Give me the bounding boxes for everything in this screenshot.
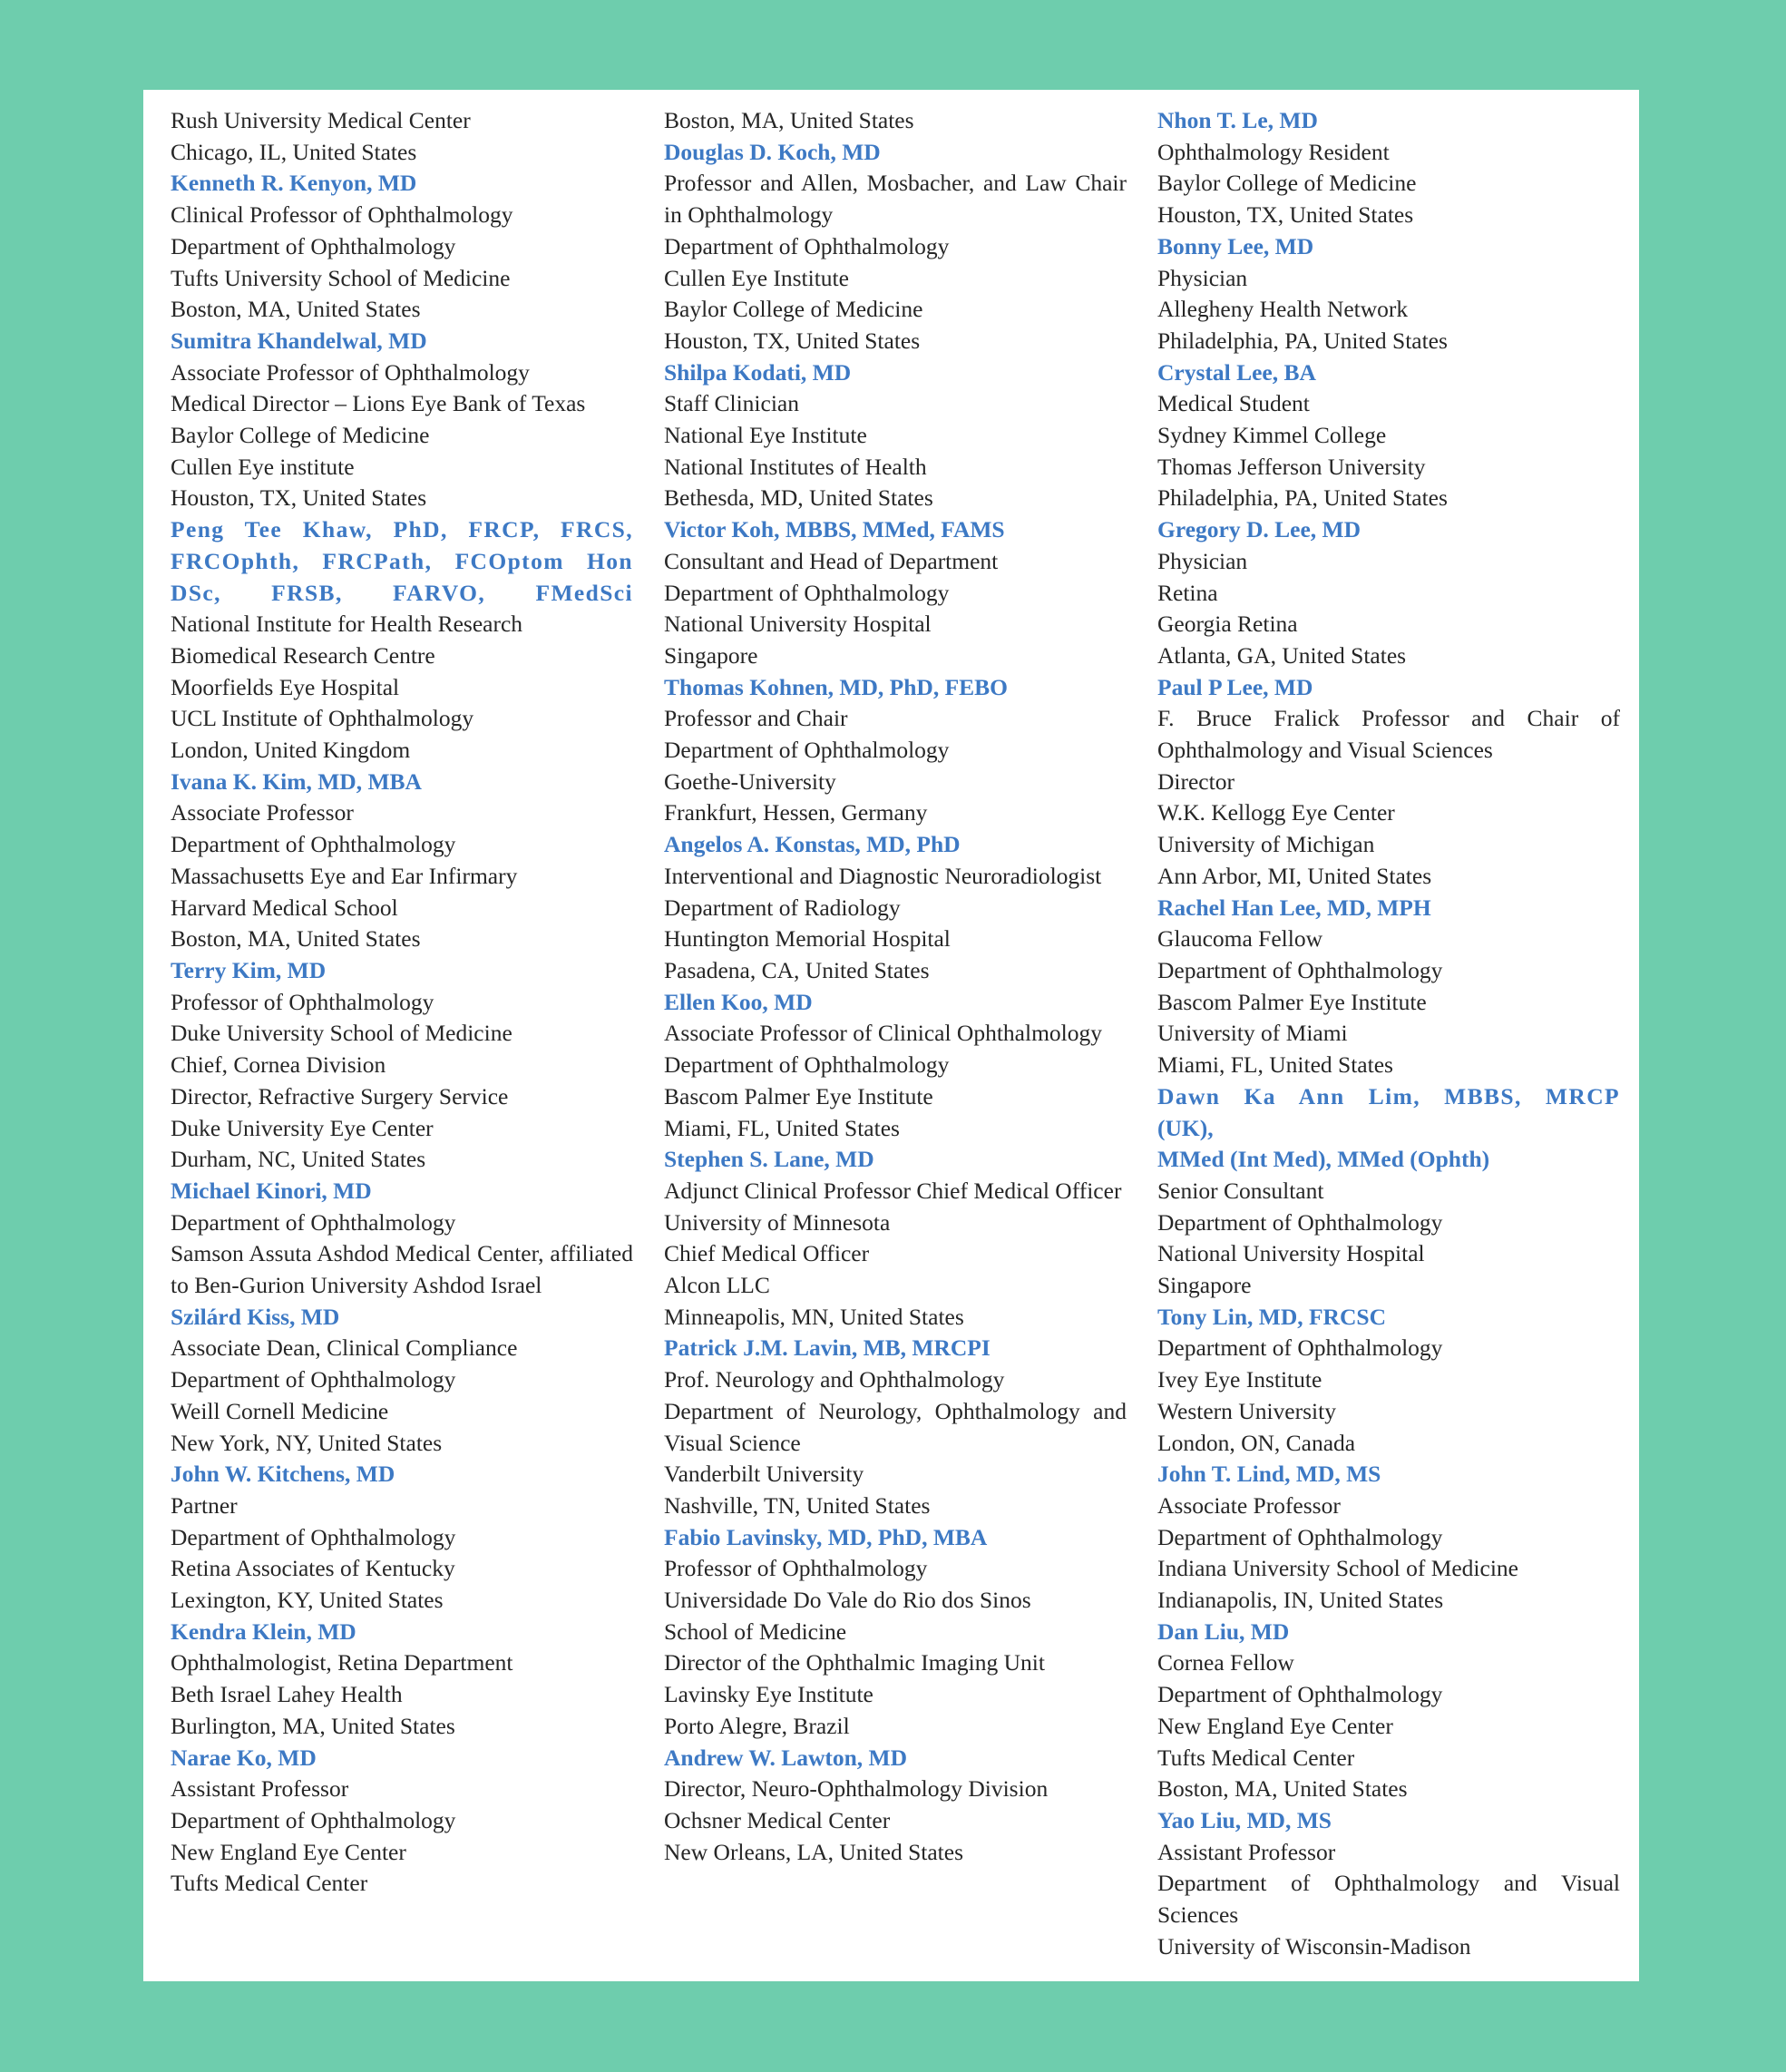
contributors-page bbox=[143, 90, 1639, 1981]
affiliation-line: Duke University School of Medicine bbox=[171, 1020, 512, 1047]
contributor-name: Fabio Lavinsky, MD, PhD, MBA bbox=[664, 1523, 988, 1550]
affiliation-line: Huntington Memorial Hospital bbox=[664, 925, 951, 953]
affiliation-line: Prof. Neurology and Ophthalmology bbox=[664, 1366, 1005, 1393]
affiliation-line: Minneapolis, MN, United States bbox=[664, 1303, 964, 1330]
affiliation-line: Baylor College of Medicine bbox=[1157, 170, 1417, 197]
affiliation-line: National Institute for Health Research bbox=[171, 611, 523, 638]
contributor-column-1 bbox=[171, 105, 633, 1900]
affiliation-line: Department of Ophthalmology bbox=[171, 1523, 456, 1550]
affiliation-line: Tufts Medical Center bbox=[1157, 1744, 1355, 1771]
affiliation-line: F. Bruce Fralick Professor and Chair of Ophthalmology and Visual Sciences bbox=[1157, 705, 1620, 764]
affiliation-line: Consultant and Head of Department bbox=[664, 547, 999, 574]
contributor-name: Tony Lin, MD, FRCSC bbox=[1157, 1303, 1386, 1330]
affiliation-line: Burlington, MA, United States bbox=[171, 1712, 455, 1739]
affiliation-line: Department of Ophthalmology bbox=[171, 1806, 456, 1833]
affiliation-line: Weill Cornell Medicine bbox=[171, 1397, 389, 1424]
affiliation-line: Chief, Cornea Division bbox=[171, 1051, 386, 1079]
affiliation-line: Moorfields Eye Hospital bbox=[171, 673, 400, 700]
affiliation-line: Houston, TX, United States bbox=[664, 327, 921, 354]
affiliation-line: Department of Ophthalmology bbox=[1157, 956, 1443, 983]
contributor-name: Douglas D. Koch, MD bbox=[664, 138, 881, 165]
affiliation-line: New Orleans, LA, United States bbox=[664, 1838, 964, 1865]
contributor-name: Peng Tee Khaw, PhD, FRCP, FRCS, FRCOphth, FRCPath, FCOptom Hon DSc, FRSB, FARVO, FMedSci bbox=[171, 516, 633, 606]
affiliation-line: Thomas Jefferson University bbox=[1157, 453, 1426, 480]
affiliation-line: Partner bbox=[171, 1491, 238, 1519]
affiliation-line: Retina bbox=[1157, 579, 1218, 606]
contributor-name: Yao Liu, MD, MS bbox=[1157, 1806, 1332, 1833]
affiliation-line: Glaucoma Fellow bbox=[1157, 925, 1322, 953]
affiliation-line: Beth Israel Lahey Health bbox=[171, 1681, 403, 1708]
affiliation-line: School of Medicine bbox=[664, 1618, 847, 1645]
affiliation-line: Ophthalmology Resident bbox=[1157, 138, 1390, 165]
affiliation-line: Philadelphia, PA, United States bbox=[1157, 327, 1448, 354]
affiliation-line: Department of Ophthalmology and Visual Sciences bbox=[1157, 1870, 1620, 1929]
affiliation-line: Assistant Professor bbox=[171, 1775, 349, 1803]
affiliation-line: Universidade Do Vale do Rio dos Sinos bbox=[664, 1587, 1031, 1614]
contributor-name: Patrick J.M. Lavin, MB, MRCPI bbox=[664, 1334, 991, 1362]
affiliation-line: Chief Medical Officer bbox=[664, 1240, 870, 1267]
affiliation-line: Georgia Retina bbox=[1157, 611, 1298, 638]
affiliation-line: Department of Ophthalmology bbox=[664, 1051, 950, 1079]
affiliation-line: Western University bbox=[1157, 1397, 1336, 1424]
contributor-name: Crystal Lee, BA bbox=[1157, 358, 1316, 386]
affiliation-line: Lexington, KY, United States bbox=[171, 1587, 444, 1614]
affiliation-line: Pasadena, CA, United States bbox=[664, 956, 930, 983]
affiliation-line: Department of Ophthalmology bbox=[171, 1366, 456, 1393]
affiliation-line: Massachusetts Eye and Ear Infirmary bbox=[171, 862, 518, 889]
affiliation-line: Clinical Professor of Ophthalmology bbox=[171, 201, 513, 229]
affiliation-line: Physician bbox=[1157, 547, 1248, 574]
affiliation-line: Ophthalmologist, Retina Department bbox=[171, 1649, 513, 1676]
affiliation-line: Cullen Eye institute bbox=[171, 453, 355, 480]
affiliation-line: Department of Ophthalmology bbox=[1157, 1208, 1443, 1236]
contributor-name: (UK), bbox=[1157, 1114, 1214, 1141]
affiliation-line: New England Eye Center bbox=[171, 1838, 406, 1865]
contributor-name: John W. Kitchens, MD bbox=[171, 1461, 395, 1488]
affiliation-line: Department of Ophthalmology bbox=[664, 579, 950, 606]
affiliation-line: Cullen Eye Institute bbox=[664, 264, 849, 291]
affiliation-line: Porto Alegre, Brazil bbox=[664, 1712, 850, 1739]
affiliation-line: Lavinsky Eye Institute bbox=[664, 1681, 873, 1708]
affiliation-line: University of Michigan bbox=[1157, 831, 1375, 858]
contributor-name: Ivana K. Kim, MD, MBA bbox=[171, 767, 422, 795]
affiliation-line: Rush University Medical Center bbox=[171, 107, 471, 133]
affiliation-line: Durham, NC, United States bbox=[171, 1146, 426, 1173]
affiliation-line: Singapore bbox=[1157, 1272, 1252, 1299]
affiliation-line: New England Eye Center bbox=[1157, 1712, 1393, 1739]
affiliation-line: Professor of Ophthalmology bbox=[664, 1555, 928, 1582]
affiliation-line: Tufts University School of Medicine bbox=[171, 264, 511, 291]
affiliation-line: Singapore bbox=[664, 641, 758, 669]
contributor-name: Narae Ko, MD bbox=[171, 1744, 317, 1771]
affiliation-line: Staff Clinician bbox=[664, 390, 799, 417]
affiliation-line: W.K. Kellogg Eye Center bbox=[1157, 799, 1395, 826]
contributor-column-2 bbox=[664, 105, 1127, 1868]
affiliation-line: Department of Neurology, Ophthalmology and Visual Science bbox=[664, 1397, 1127, 1456]
affiliation-line: Philadelphia, PA, United States bbox=[1157, 484, 1448, 512]
affiliation-line: Boston, MA, United States bbox=[1157, 1775, 1408, 1803]
affiliation-line: Associate Professor of Clinical Ophthalmology bbox=[664, 1020, 1103, 1047]
affiliation-line: Bascom Palmer Eye Institute bbox=[664, 1082, 933, 1109]
affiliation-line: UCL Institute of Ophthalmology bbox=[171, 705, 474, 732]
affiliation-line: Chicago, IL, United States bbox=[171, 138, 417, 165]
affiliation-line: Nashville, TN, United States bbox=[664, 1491, 931, 1519]
affiliation-line: Vanderbilt University bbox=[664, 1461, 864, 1488]
affiliation-line: Department of Ophthalmology bbox=[664, 232, 950, 259]
affiliation-line: Miami, FL, United States bbox=[664, 1114, 900, 1141]
affiliation-line: Director of the Ophthalmic Imaging Unit bbox=[664, 1649, 1045, 1676]
affiliation-line: National University Hospital bbox=[664, 611, 932, 638]
affiliation-line: London, ON, Canada bbox=[1157, 1429, 1356, 1456]
affiliation-line: Ann Arbor, MI, United States bbox=[1157, 862, 1432, 889]
affiliation-line: Department of Ophthalmology bbox=[1157, 1681, 1443, 1708]
affiliation-line: Medical Student bbox=[1157, 390, 1310, 417]
affiliation-line: Sydney Kimmel College bbox=[1157, 422, 1387, 449]
affiliation-line: Department of Ophthalmology bbox=[171, 831, 456, 858]
contributor-name: Bonny Lee, MD bbox=[1157, 232, 1314, 259]
contributor-name: Angelos A. Konstas, MD, PhD bbox=[664, 831, 961, 858]
affiliation-line: Boston, MA, United States bbox=[664, 107, 914, 133]
affiliation-line: Baylor College of Medicine bbox=[171, 422, 430, 449]
contributor-name: Rachel Han Lee, MD, MPH bbox=[1157, 894, 1431, 921]
affiliation-line: Houston, TX, United States bbox=[171, 484, 427, 512]
affiliation-line: Retina Associates of Kentucky bbox=[171, 1555, 455, 1582]
affiliation-line: Harvard Medical School bbox=[171, 894, 398, 921]
affiliation-line: National Eye Institute bbox=[664, 422, 867, 449]
affiliation-line: National University Hospital bbox=[1157, 1240, 1425, 1267]
affiliation-line: Cornea Fellow bbox=[1157, 1649, 1294, 1676]
affiliation-line: Director, Neuro-Ophthalmology Division bbox=[664, 1775, 1049, 1803]
affiliation-line: Tufts Medical Center bbox=[171, 1870, 368, 1897]
contributor-name: Paul P Lee, MD bbox=[1157, 673, 1313, 700]
affiliation-line: Assistant Professor bbox=[1157, 1838, 1336, 1865]
contributor-name: Gregory D. Lee, MD bbox=[1157, 516, 1361, 543]
affiliation-line: National Institutes of Health bbox=[664, 453, 927, 480]
contributor-name: Terry Kim, MD bbox=[171, 956, 327, 983]
contributor-name: Michael Kinori, MD bbox=[171, 1177, 372, 1204]
affiliation-line: Indiana University School of Medicine bbox=[1157, 1555, 1518, 1582]
contributor-name: MMed (Int Med), MMed (Ophth) bbox=[1157, 1146, 1490, 1173]
affiliation-line: Associate Professor bbox=[1157, 1491, 1341, 1519]
affiliation-line: Associate Professor bbox=[171, 799, 354, 826]
affiliation-line: Biomedical Research Centre bbox=[171, 641, 435, 669]
affiliation-line: Physician bbox=[1157, 264, 1248, 291]
contributor-name: Stephen S. Lane, MD bbox=[664, 1146, 874, 1173]
affiliation-line: Miami, FL, United States bbox=[1157, 1051, 1393, 1079]
affiliation-line: Frankfurt, Hessen, Germany bbox=[664, 799, 928, 826]
affiliation-line: Ivey Eye Institute bbox=[1157, 1366, 1322, 1393]
affiliation-line: Department of Radiology bbox=[664, 894, 901, 921]
affiliation-line: Baylor College of Medicine bbox=[664, 296, 923, 323]
contributor-column-3 bbox=[1157, 105, 1620, 1962]
contributor-name: Ellen Koo, MD bbox=[664, 988, 813, 1015]
affiliation-line: New York, NY, United States bbox=[171, 1429, 443, 1456]
contributor-name: Kendra Klein, MD bbox=[171, 1618, 356, 1645]
contributor-name: Sumitra Khandelwal, MD bbox=[171, 327, 427, 354]
affiliation-line: Bethesda, MD, United States bbox=[664, 484, 933, 512]
contributor-name: Dawn Ka Ann Lim, MBBS, MRCP bbox=[1157, 1082, 1620, 1109]
affiliation-line: Atlanta, GA, United States bbox=[1157, 641, 1407, 669]
contributor-name: Andrew W. Lawton, MD bbox=[664, 1744, 908, 1771]
affiliation-line: Associate Dean, Clinical Compliance bbox=[171, 1334, 518, 1362]
contributor-name: Victor Koh, MBBS, MMed, FAMS bbox=[664, 516, 1005, 543]
affiliation-line: Goethe-University bbox=[664, 767, 836, 795]
affiliation-line: Boston, MA, United States bbox=[171, 925, 421, 953]
affiliation-line: Senior Consultant bbox=[1157, 1177, 1324, 1204]
contributor-name: John T. Lind, MD, MS bbox=[1157, 1461, 1381, 1488]
affiliation-line: Director, Refractive Surgery Service bbox=[171, 1082, 509, 1109]
affiliation-line: University of Minnesota bbox=[664, 1208, 891, 1236]
affiliation-line: Professor of Ophthalmology bbox=[171, 988, 434, 1015]
affiliation-line: Professor and Chair bbox=[664, 705, 848, 732]
affiliation-line: Department of Ophthalmology bbox=[664, 737, 950, 764]
affiliation-line: University of Wisconsin-Madison bbox=[1157, 1932, 1471, 1960]
affiliation-line: Bascom Palmer Eye Institute bbox=[1157, 988, 1427, 1015]
affiliation-line: Department of Ophthalmology bbox=[1157, 1523, 1443, 1550]
affiliation-line: Interventional and Diagnostic Neuroradiologist bbox=[664, 862, 1102, 889]
affiliation-line: Director bbox=[1157, 767, 1235, 795]
affiliation-line: Samson Assuta Ashdod Medical Center, affiliated to Ben-Gurion University Ashdod Israel bbox=[171, 1240, 633, 1299]
contributor-name: Shilpa Kodati, MD bbox=[664, 358, 852, 386]
affiliation-line: Indianapolis, IN, United States bbox=[1157, 1587, 1444, 1614]
affiliation-line: University of Miami bbox=[1157, 1020, 1348, 1047]
affiliation-line: Boston, MA, United States bbox=[171, 296, 421, 323]
contributor-name: Dan Liu, MD bbox=[1157, 1618, 1290, 1645]
contributor-name: Kenneth R. Kenyon, MD bbox=[171, 170, 417, 197]
affiliation-line: Department of Ophthalmology bbox=[171, 1208, 456, 1236]
affiliation-line: Houston, TX, United States bbox=[1157, 201, 1414, 229]
contributor-name: Nhon T. Le, MD bbox=[1157, 107, 1318, 133]
affiliation-line: Medical Director – Lions Eye Bank of Texas bbox=[171, 390, 586, 417]
contributor-name: Szilárd Kiss, MD bbox=[171, 1303, 340, 1330]
affiliation-line: Ochsner Medical Center bbox=[664, 1806, 891, 1833]
affiliation-line: Department of Ophthalmology bbox=[1157, 1334, 1443, 1362]
contributor-name: Thomas Kohnen, MD, PhD, FEBO bbox=[664, 673, 1009, 700]
affiliation-line: Duke University Eye Center bbox=[171, 1114, 434, 1141]
affiliation-line: London, United Kingdom bbox=[171, 737, 411, 764]
affiliation-line: Professor and Allen, Mosbacher, and Law Chair in Ophthalmology bbox=[664, 170, 1127, 229]
affiliation-line: Alcon LLC bbox=[664, 1272, 770, 1299]
affiliation-line: Adjunct Clinical Professor Chief Medical Officer bbox=[664, 1177, 1122, 1204]
affiliation-line: Department of Ophthalmology bbox=[171, 232, 456, 259]
affiliation-line: Allegheny Health Network bbox=[1157, 296, 1409, 323]
affiliation-line: Associate Professor of Ophthalmology bbox=[171, 358, 530, 386]
